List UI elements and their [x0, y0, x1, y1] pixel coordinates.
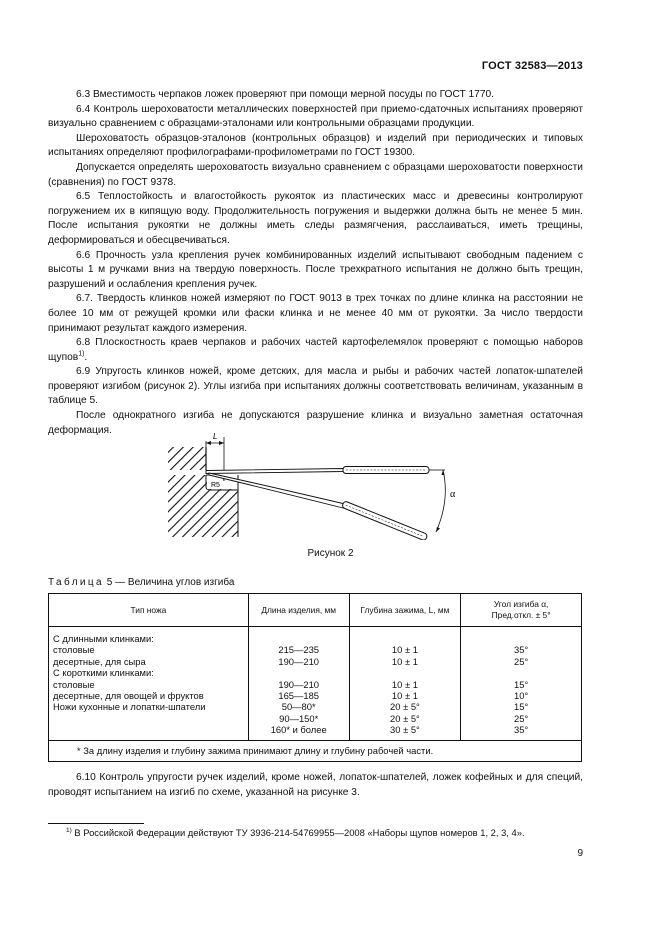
table-cell: 190—210	[278, 655, 320, 667]
paragraph-6-8-text: 6.8 Плоскостность краев черпаков и рабочих частей картофелемялок проверяют с помощью наборов щупов	[48, 337, 583, 363]
paragraph-6-9-b: После однократного изгиба не допускаются разрушение клинка и визуально заметная остаточная деформация.	[48, 410, 583, 436]
paragraph-6-8	[48, 336, 583, 365]
table-cell: 10 ± 1	[391, 678, 418, 690]
paragraph-6-9: 6.9 Упругость клинков ножей, кроме детских, для масла и рыбы и рабочих частей лопаток-шпателей проверяют изгибом (рисунок 2). Углы изгиба при испытаниях должны соответствовать величинам, указанным в таблице 5.	[48, 366, 583, 407]
table-cell: 25°	[514, 655, 529, 667]
table-cell: 15°	[514, 701, 529, 713]
table-cell: 20 ± 5°	[390, 712, 420, 724]
header-length: Длина изделия, мм	[248, 594, 349, 627]
paragraph-6-4-c: Допускается определять шероховатость визуально сравнением с образцами шероховатости поверхности (сравнения) по ГОСТ 9378.	[48, 161, 583, 188]
table-title-prefix: Таблица	[48, 577, 105, 588]
dimension-l-label: L	[213, 432, 218, 441]
table-cell: 25°	[514, 712, 529, 724]
main-text	[48, 88, 583, 438]
table-note: * За длину изделия и глубину зажима принимают длину и глубину рабочей части.	[49, 740, 582, 761]
footnote	[66, 827, 525, 838]
table-cell: 90—150*	[279, 712, 319, 724]
table-cell: 20 ± 5°	[390, 701, 420, 713]
table-cell: 10 ± 1	[391, 644, 418, 656]
bend-test-figure	[165, 425, 465, 540]
paragraph-6-5: 6.5 Теплостойкость и влагостойкость рукояток из пластических масс и древесины контролируют погружением их в кипящую воду. Продолжительность погружения и выдержки должна быть не менее 5 мин. После испытания рукоятки не должны иметь следы размягчения, расслаиваться, иметь трещины, деформироваться и обесцвечиваться.	[48, 191, 583, 246]
header-angle	[461, 594, 582, 627]
paragraph-6-3: 6.3 Вместимость черпаков ложек проверяют при помощи мерной посуды по ГОСТ 1770.	[76, 89, 495, 100]
table-cell: С длинными клинками:	[53, 633, 154, 644]
table-cell: 50—80*	[281, 701, 316, 713]
table-title-number: 5	[106, 577, 113, 588]
column-depth	[349, 627, 461, 741]
radius-label: R5	[211, 482, 220, 489]
table-title	[48, 577, 234, 588]
table-cell: 10 ± 1	[391, 655, 418, 667]
table-cell: столовые	[53, 644, 95, 656]
paragraph-6-4: 6.4 Контроль шероховатости металлических поверхностей при приемо-сдаточных испытаниях проверяют визуально сравнением с образцами-эталонами или контрольными образцами продукции.	[48, 103, 583, 130]
table-cell	[465, 667, 577, 678]
table-cell	[53, 713, 244, 724]
header-angle-line1: Угол изгиба α,	[493, 599, 549, 609]
paragraph-6-8-end: .	[84, 351, 88, 363]
after-table-text	[48, 771, 583, 800]
paragraph-6-6: 6.6 Прочность узла крепления ручек комбинированных изделий испытывают свободным падением с высоты 1 м ручками вниз на твердую поверхность. После трехкратного испытания не должно быть трещин, разрушений и ослабления крепления ручек.	[48, 249, 583, 290]
footnote-marker: 1)	[66, 827, 72, 834]
footnote-ref: 1)	[78, 350, 85, 358]
paragraph-6-7: 6.7. Твердость клинков ножей измеряют по ГОСТ 9013 в трех точках по длине клинка на расстоянии не более 10 мм от режущей кромки или фаски клинка и не менее 40 мм от рукоятки. За число твердости принимают результат каждого измерения.	[48, 293, 583, 334]
angle-alpha-label: α	[450, 489, 456, 500]
table-cell: 35°	[514, 724, 529, 736]
table-header-row	[49, 594, 582, 627]
header-angle-line2: Пред.откл. ± 5°	[491, 610, 551, 620]
table-cell: С короткими клинками:	[53, 667, 154, 679]
footnote-divider	[48, 823, 144, 824]
table-body-row	[49, 627, 582, 741]
footnote-text: В Российской Федерации действуют ТУ 3936-214-54769955—2008 «Наборы щупов номеров 1, 2, 3, 4».	[74, 827, 525, 839]
table-cell: 215—235	[278, 644, 320, 656]
header-knife-type: Тип ножа	[49, 594, 249, 627]
standard-code-header: ГОСТ 32583—2013	[481, 60, 583, 72]
table-cell: десертные, для сыра	[53, 655, 146, 667]
table-cell: 190—210	[278, 678, 320, 690]
table-cell: 160* и более	[270, 724, 327, 736]
paragraph-6-10: 6.10 Контроль упругости ручек изделий, кроме ножей, лопаток-шпателей, ложек кофейных и для специй, проводят испытанием на изгиб по схеме, указанной на рисунке 3.	[48, 772, 583, 798]
clamp-upper-jaw	[168, 447, 206, 470]
table-cell	[354, 633, 457, 644]
column-length	[248, 627, 349, 741]
figure-caption: Рисунок 2	[307, 548, 354, 559]
table-cell	[465, 633, 577, 644]
table-cell: 165—185	[278, 690, 320, 702]
table-cell: 15°	[514, 678, 529, 690]
table-note-row	[49, 740, 582, 761]
header-depth: Глубина зажима, L, мм	[349, 594, 461, 627]
bend-angle-table	[48, 593, 582, 762]
table-cell: 10°	[514, 690, 529, 702]
table-cell: столовые	[53, 678, 95, 690]
table-cell: 10 ± 1	[391, 690, 418, 702]
page-number: 9	[577, 848, 583, 859]
paragraph-6-4-b: Шероховатость образцов-эталонов (контрольных образцов) и изделий при периодических и типовых испытаниях определяют профилографами-профилометрами по ГОСТ 19300.	[48, 132, 583, 159]
table-cell	[354, 667, 457, 678]
table-title-rest: — Величина углов изгиба	[112, 577, 235, 588]
table-cell	[253, 667, 345, 678]
table-cell: 30 ± 5°	[390, 724, 420, 736]
bent-knife-handle	[342, 501, 428, 540]
table-cell	[253, 633, 345, 644]
table-cell: Ножи кухонные и лопатки-шпатели	[53, 701, 206, 713]
table-cell: десертные, для овощей и фруктов	[53, 690, 204, 702]
column-knife-type	[49, 627, 249, 741]
table-cell: 35°	[514, 644, 529, 656]
column-angle	[461, 627, 582, 741]
table-cell	[53, 724, 244, 735]
